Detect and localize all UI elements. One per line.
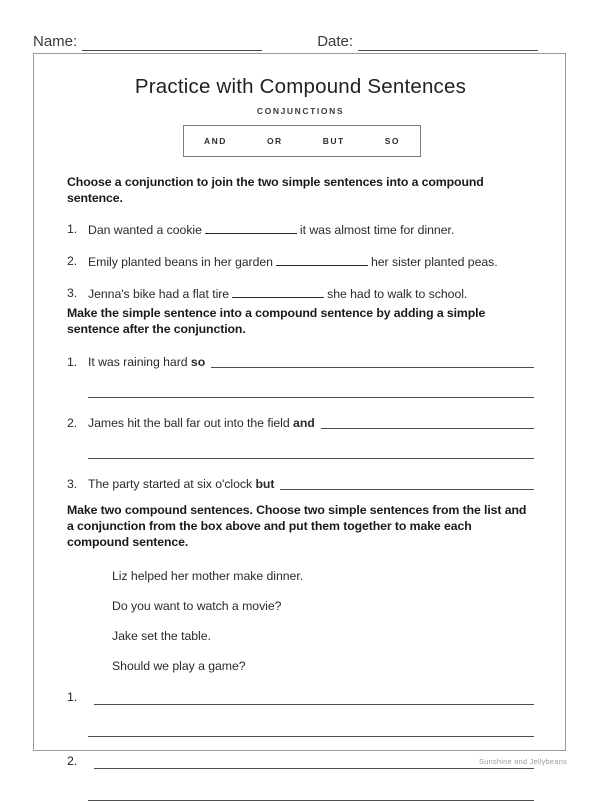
question-text <box>88 286 467 302</box>
question-text <box>88 254 498 270</box>
date-field[interactable] <box>317 33 538 51</box>
question-text <box>88 477 274 492</box>
question-number: 3. <box>67 286 78 300</box>
conjunction-word-or: OR <box>266 136 283 146</box>
question-row <box>67 286 534 302</box>
answer-write-line[interactable] <box>211 355 534 368</box>
question-row <box>67 254 534 270</box>
answer-write-line-continued[interactable] <box>88 446 534 459</box>
sentence-part-after: it was almost time for dinner. <box>299 223 455 237</box>
sentence-part-before: Emily planted beans in her garden <box>88 255 273 269</box>
question-number: 2. <box>67 254 78 268</box>
worksheet-header <box>33 29 567 51</box>
sentence-part-after: she had to walk to school. <box>327 287 468 301</box>
list-item: Should we play a game? <box>112 659 246 673</box>
sentence-part-before: Dan wanted a cookie <box>88 223 202 237</box>
answer-write-line-continued[interactable] <box>88 724 534 737</box>
conjunction-word: but <box>255 477 275 491</box>
date-label: Date: <box>317 33 354 50</box>
conjunction-word-but: BUT <box>322 136 345 146</box>
question-row <box>67 355 534 370</box>
simple-sentence-list <box>67 569 534 673</box>
question-number: 1. <box>67 355 78 369</box>
list-item: Jake set the table. <box>112 629 211 643</box>
answer-number: 1. <box>67 690 78 704</box>
answer-number: 2. <box>67 754 78 768</box>
section-two-instruction: Make the simple sentence into a compound sentence by adding a simple sentence after the conjunction. <box>67 306 486 336</box>
section-one-instruction: Choose a conjunction to join the two simple sentences into a compound sentence. <box>67 175 484 205</box>
conjunctions-label: CONJUNCTIONS <box>256 106 345 116</box>
question-row <box>67 477 534 492</box>
question-text <box>88 355 205 370</box>
answer-lines-block <box>67 690 534 801</box>
answer-row <box>67 690 534 705</box>
section-choose-conjunction <box>67 174 534 302</box>
conjunction-word: and <box>293 416 315 430</box>
list-item: Liz helped her mother make dinner. <box>112 569 304 583</box>
question-text <box>88 222 454 238</box>
question-number: 2. <box>67 416 78 430</box>
name-blank-line[interactable] <box>82 36 262 51</box>
question-group <box>67 416 534 459</box>
sentence-part-before: Jenna's bike had a flat tire <box>88 287 230 301</box>
answer-blank[interactable] <box>205 222 297 234</box>
answer-write-line[interactable] <box>321 416 534 429</box>
answer-write-line-continued[interactable] <box>88 788 534 801</box>
answer-write-line-continued[interactable] <box>88 385 534 398</box>
sentence-stem: The party started at six o'clock <box>88 477 253 491</box>
question-group <box>67 477 534 492</box>
conjunction-word-and: AND <box>204 136 227 146</box>
question-row <box>67 416 534 431</box>
question-group <box>67 355 534 398</box>
footer-credit: Sunshine and Jellybeans <box>479 757 567 766</box>
section-three-instruction: Make two compound sentences. Choose two simple sentences from the list and a conjunction from the box above and put them together to make each compound sentence. <box>67 503 527 549</box>
name-field[interactable] <box>33 33 262 51</box>
question-text <box>88 416 315 431</box>
name-label: Name: <box>33 33 78 50</box>
answer-blank[interactable] <box>276 254 368 266</box>
sentence-part-after: her sister planted peas. <box>370 255 498 269</box>
sentence-stem: James hit the ball far out into the field <box>88 416 290 430</box>
question-number: 3. <box>67 477 78 491</box>
page-title: Practice with Compound Sentences <box>134 75 467 98</box>
list-item: Do you want to watch a movie? <box>112 599 282 613</box>
conjunctions-box <box>183 125 421 157</box>
question-number: 1. <box>67 222 78 236</box>
conjunction-word: so <box>190 355 206 369</box>
answer-group <box>67 690 534 737</box>
answer-write-line[interactable] <box>280 477 534 490</box>
section-add-simple-sentence <box>67 305 534 492</box>
question-row <box>67 222 534 238</box>
sentence-stem: It was raining hard <box>88 355 188 369</box>
conjunction-word-so: SO <box>384 136 400 146</box>
date-blank-line[interactable] <box>358 36 538 51</box>
answer-blank[interactable] <box>232 286 324 298</box>
answer-write-line[interactable] <box>94 692 534 705</box>
